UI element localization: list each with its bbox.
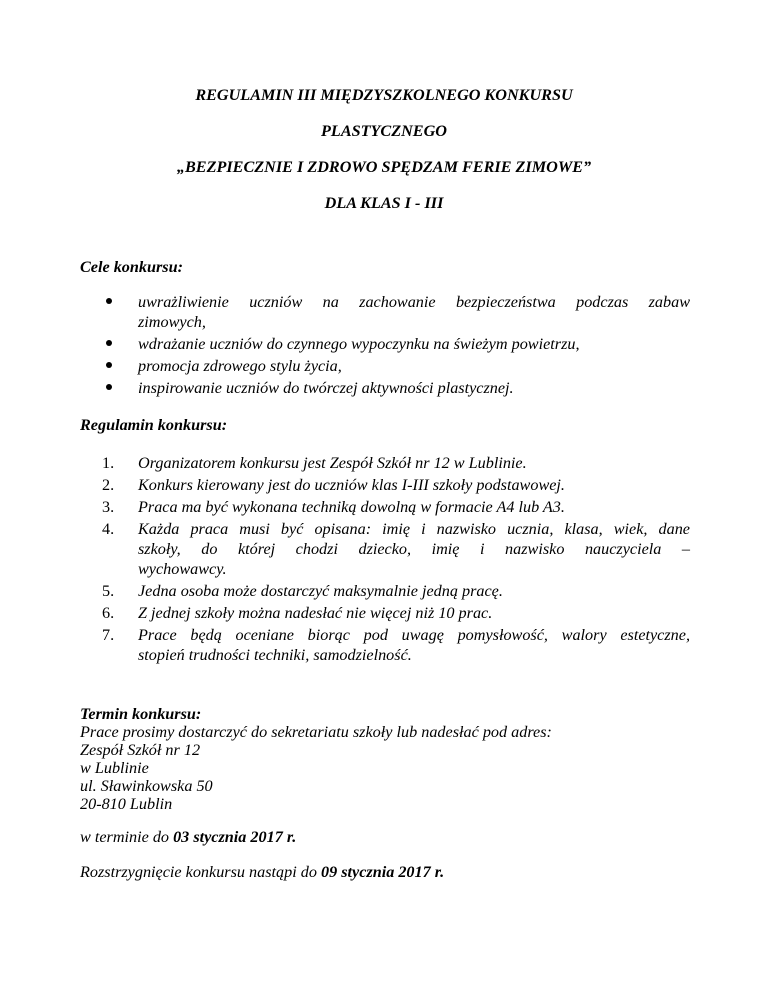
list-item — [80, 497, 690, 517]
rule-text-cont: szkoły, do której chodzi dziecko, imię i nazwisko nauczyciela – — [138, 540, 690, 558]
list-item — [80, 519, 690, 579]
title-line-3: „BEZPIECZNIE I ZDROWO SPĘDZAM FERIE ZIMOWE” — [176, 158, 592, 176]
rules-heading: Regulamin konkursu: — [80, 416, 228, 434]
bullet-icon — [106, 384, 112, 390]
address-line: ul. Sławinkowska 50 — [80, 777, 213, 795]
list-item — [80, 292, 690, 332]
rule-text: Organizatorem konkursu jest Zespół Szkół nr 12 w Lublinie. — [138, 454, 527, 472]
deadline-prefix: w terminie do — [80, 828, 174, 846]
list-item — [80, 625, 690, 665]
rule-text: Praca ma być wykonana techniką dowolną w formacie A4 lub A3. — [138, 498, 565, 516]
rule-text: Z jednej szkoły można nadesłać nie więcej niż 10 prac. — [138, 604, 493, 622]
bullet-icon — [106, 362, 112, 368]
title-line-4: DLA KLAS I - III — [324, 194, 444, 212]
result-date: 09 stycznia 2017 r. — [321, 863, 445, 881]
rule-number: 4. — [102, 520, 115, 538]
goal-text: promocja zdrowego stylu życia, — [138, 357, 342, 375]
deadline-line — [80, 827, 296, 847]
rule-number: 5. — [102, 582, 115, 600]
rule-number: 7. — [102, 626, 115, 644]
rule-number: 2. — [102, 476, 115, 494]
bullet-icon — [106, 298, 112, 304]
title-line-1: REGULAMIN III MIĘDZYSZKOLNEGO KONKURSU — [195, 86, 573, 104]
list-item — [80, 453, 690, 473]
goals-list — [80, 292, 690, 400]
result-line — [80, 862, 444, 882]
list-item — [80, 475, 690, 495]
rule-number: 3. — [102, 498, 115, 516]
rule-number: 1. — [102, 454, 115, 472]
term-intro: Prace prosimy dostarczyć do sekretariatu szkoły lub nadesłać pod adres: — [80, 723, 552, 741]
address-line: 20-810 Lublin — [80, 795, 173, 813]
rule-text-cont: wychowawcy. — [138, 560, 227, 578]
deadline-date: 03 stycznia 2017 r. — [173, 828, 297, 846]
goal-text: inspirowanie uczniów do twórczej aktywności plastycznej. — [138, 379, 514, 397]
list-item — [80, 356, 690, 376]
list-item — [80, 581, 690, 601]
term-section — [80, 705, 552, 813]
goal-text-cont: zimowych, — [138, 313, 206, 331]
list-item — [80, 378, 690, 398]
rule-text: Konkurs kierowany jest do uczniów klas I-III szkoły podstawowej. — [138, 476, 565, 494]
goals-heading: Cele konkursu: — [80, 258, 183, 276]
rule-text: Prace będą oceniane biorąc pod uwagę pomysłowość, walory estetyczne, — [138, 626, 690, 644]
goal-text: wdrażanie uczniów do czynnego wypoczynku na świeżym powietrzu, — [138, 335, 580, 353]
address-line: w Lublinie — [80, 759, 149, 777]
rule-text-cont: stopień trudności techniki, samodzielność. — [138, 646, 412, 664]
term-heading: Termin konkursu: — [80, 705, 202, 723]
list-item — [80, 603, 690, 623]
bullet-icon — [106, 340, 112, 346]
rule-number: 6. — [102, 604, 115, 622]
result-prefix: Rozstrzygnięcie konkursu nastąpi do — [80, 863, 321, 881]
address-line: Zespół Szkół nr 12 — [80, 741, 201, 759]
title-line-2: PLASTYCZNEGO — [321, 122, 447, 140]
goal-text: uwrażliwienie uczniów na zachowanie bezpieczeństwa podczas zabaw — [138, 293, 690, 311]
rule-text: Jedna osoba może dostarczyć maksymalnie jedną pracę. — [138, 582, 503, 600]
rule-text: Każda praca musi być opisana: imię i nazwisko ucznia, klasa, wiek, dane — [138, 520, 690, 538]
rules-list — [80, 453, 690, 667]
list-item — [80, 334, 690, 354]
